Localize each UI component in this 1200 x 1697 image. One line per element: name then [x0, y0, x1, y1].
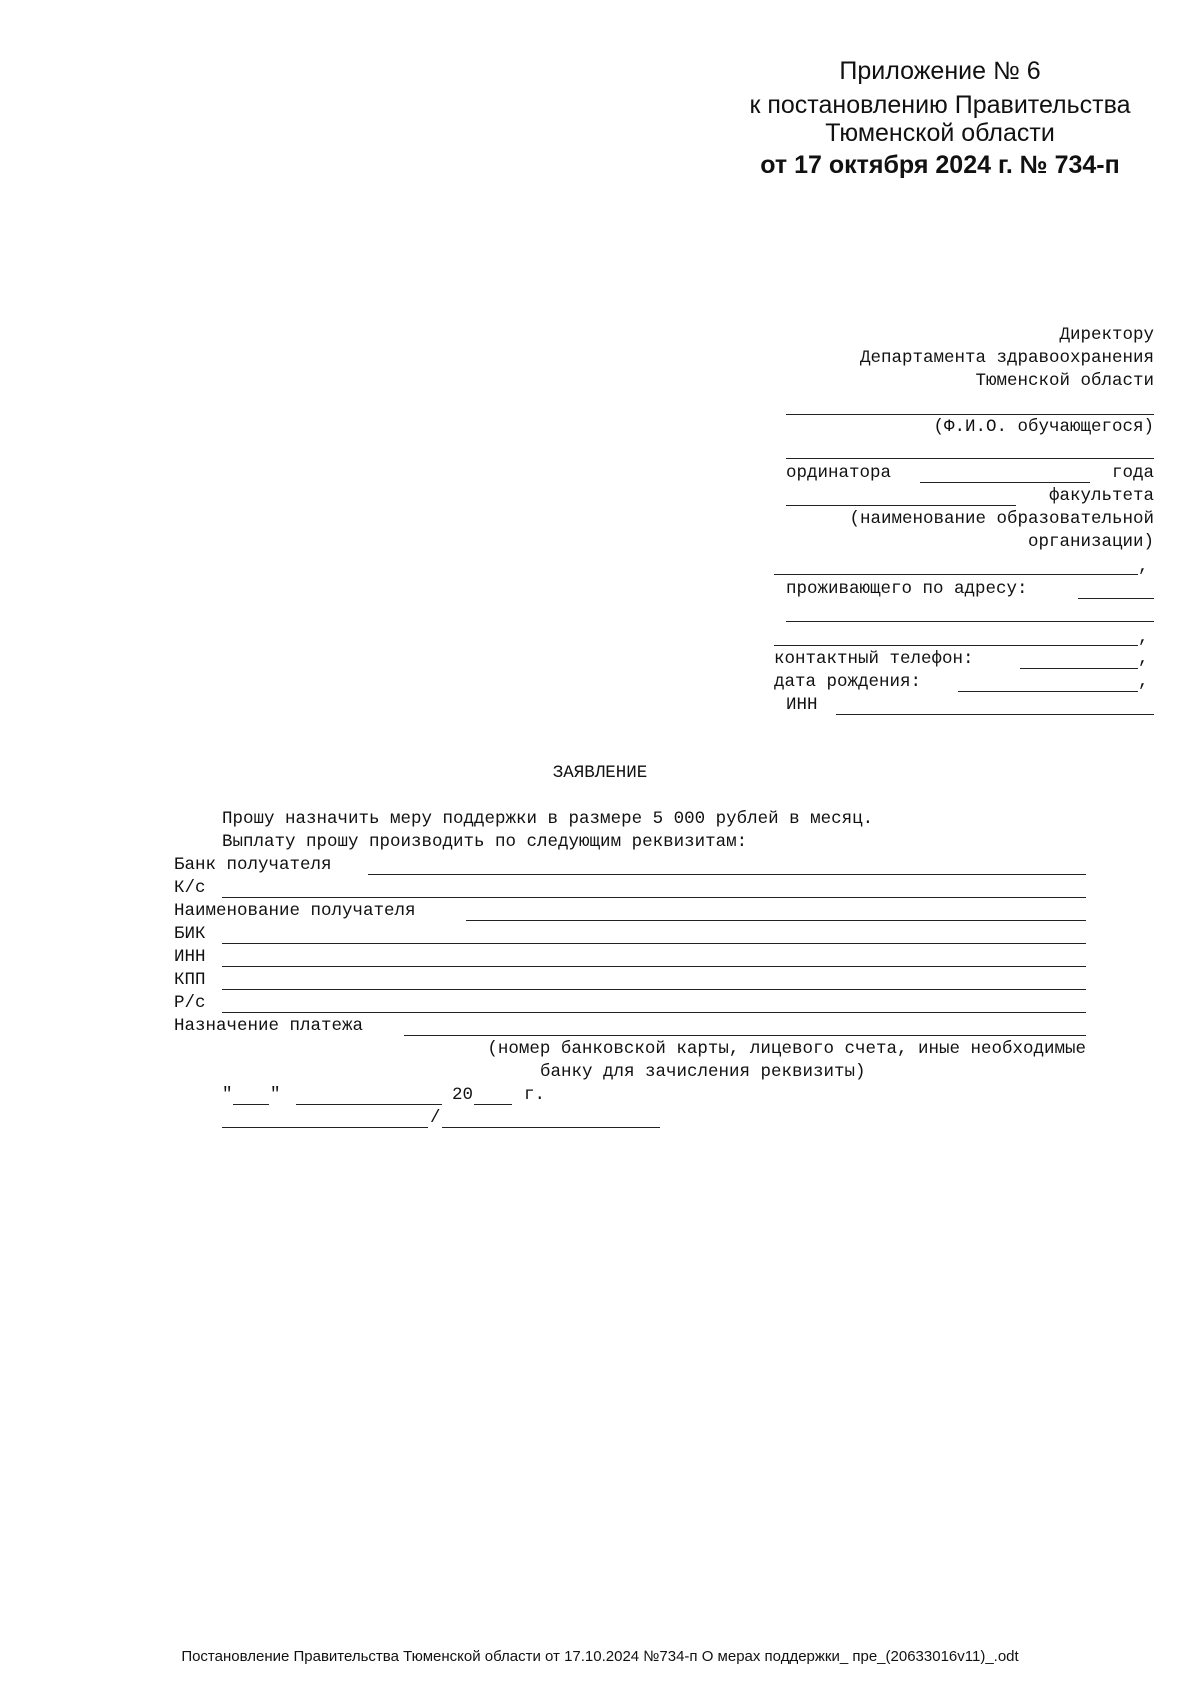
- signature-line-right: [442, 1127, 660, 1128]
- inn-field-label: ИНН: [174, 947, 206, 967]
- addressee-department: Департамента здравоохранения: [859, 348, 1154, 368]
- fio-line-2: [786, 458, 1154, 459]
- bank-label: Банк получателя: [174, 855, 332, 875]
- purpose-hint-1: (номер банковской карты, лицевого счета, иные необходимые: [487, 1039, 1086, 1059]
- year-label: года: [1111, 463, 1154, 483]
- comma-4: ,: [1138, 672, 1149, 692]
- date-year-prefix: 20: [452, 1085, 474, 1105]
- signature-separator: /: [430, 1108, 441, 1128]
- address-line-1: [1078, 598, 1154, 599]
- birth-line: [958, 691, 1138, 692]
- date-day-line: [233, 1104, 269, 1105]
- ks-label: К/с: [174, 878, 206, 898]
- appendix-date: от 17 октября 2024 г. № 734-п: [760, 151, 1120, 179]
- org-hint-1: (наименование образовательной: [849, 509, 1154, 529]
- address-line-2: [786, 621, 1154, 622]
- bik-line: [222, 943, 1086, 944]
- signature-line-left: [222, 1127, 428, 1128]
- appendix-reference: к постановлению Правительства: [749, 91, 1131, 119]
- inn-line: [836, 714, 1154, 715]
- recipient-label: Наименование получателя: [174, 901, 416, 921]
- year-line: [920, 482, 1090, 483]
- resident-label: ординатора: [786, 463, 892, 483]
- date-quote-close: ": [270, 1085, 281, 1105]
- purpose-label: Назначение платежа: [174, 1016, 364, 1036]
- rs-line: [222, 1012, 1086, 1013]
- faculty-line: [786, 505, 1016, 506]
- comma-3: ,: [1138, 649, 1149, 669]
- kpp-line: [222, 989, 1086, 990]
- ks-line: [222, 897, 1086, 898]
- address-label: проживающего по адресу:: [786, 579, 1028, 599]
- inn-label: ИНН: [786, 695, 818, 715]
- phone-label: контактный телефон:: [774, 649, 974, 669]
- purpose-line: [404, 1035, 1086, 1036]
- statement-request: Прошу назначить меру поддержки в размере 5 000 рублей в месяц.: [222, 809, 874, 829]
- recipient-line: [466, 920, 1086, 921]
- comma-1: ,: [1138, 557, 1149, 577]
- addressee-region: Тюменской области: [975, 371, 1154, 391]
- birth-label: дата рождения:: [774, 672, 922, 692]
- bank-line: [368, 874, 1086, 875]
- org-line: [774, 574, 1138, 575]
- bik-label: БИК: [174, 924, 206, 944]
- date-suffix: г.: [524, 1085, 546, 1105]
- kpp-label: КПП: [174, 970, 206, 990]
- appendix-number: Приложение № 6: [839, 57, 1041, 85]
- comma-2: ,: [1138, 628, 1149, 648]
- statement-payment-intro: Выплату прошу производить по следующим реквизитам:: [222, 832, 748, 852]
- inn-field-line: [222, 966, 1086, 967]
- statement-title: ЗАЯВЛЕНИЕ: [552, 763, 648, 783]
- phone-line: [1020, 668, 1138, 669]
- org-hint-2: организации): [1027, 532, 1154, 552]
- date-month-line: [296, 1104, 442, 1105]
- appendix-region: Тюменской области: [825, 119, 1055, 147]
- fio-line: [786, 414, 1154, 415]
- address-line-3: [774, 645, 1138, 646]
- faculty-label: факультета: [1048, 486, 1154, 506]
- purpose-hint-2: банку для зачисления реквизиты): [540, 1062, 866, 1082]
- rs-label: Р/с: [174, 993, 206, 1013]
- date-quote-open: ": [222, 1085, 233, 1105]
- addressee-to: Директору: [1059, 325, 1154, 345]
- date-year-line: [474, 1104, 512, 1105]
- fio-hint: (Ф.И.О. обучающегося): [933, 417, 1154, 437]
- footer-filename: Постановление Правительства Тюменской области от 17.10.2024 №734-п О мерах поддержки_ пре_(20633016v11)_.odt: [181, 1648, 1019, 1665]
